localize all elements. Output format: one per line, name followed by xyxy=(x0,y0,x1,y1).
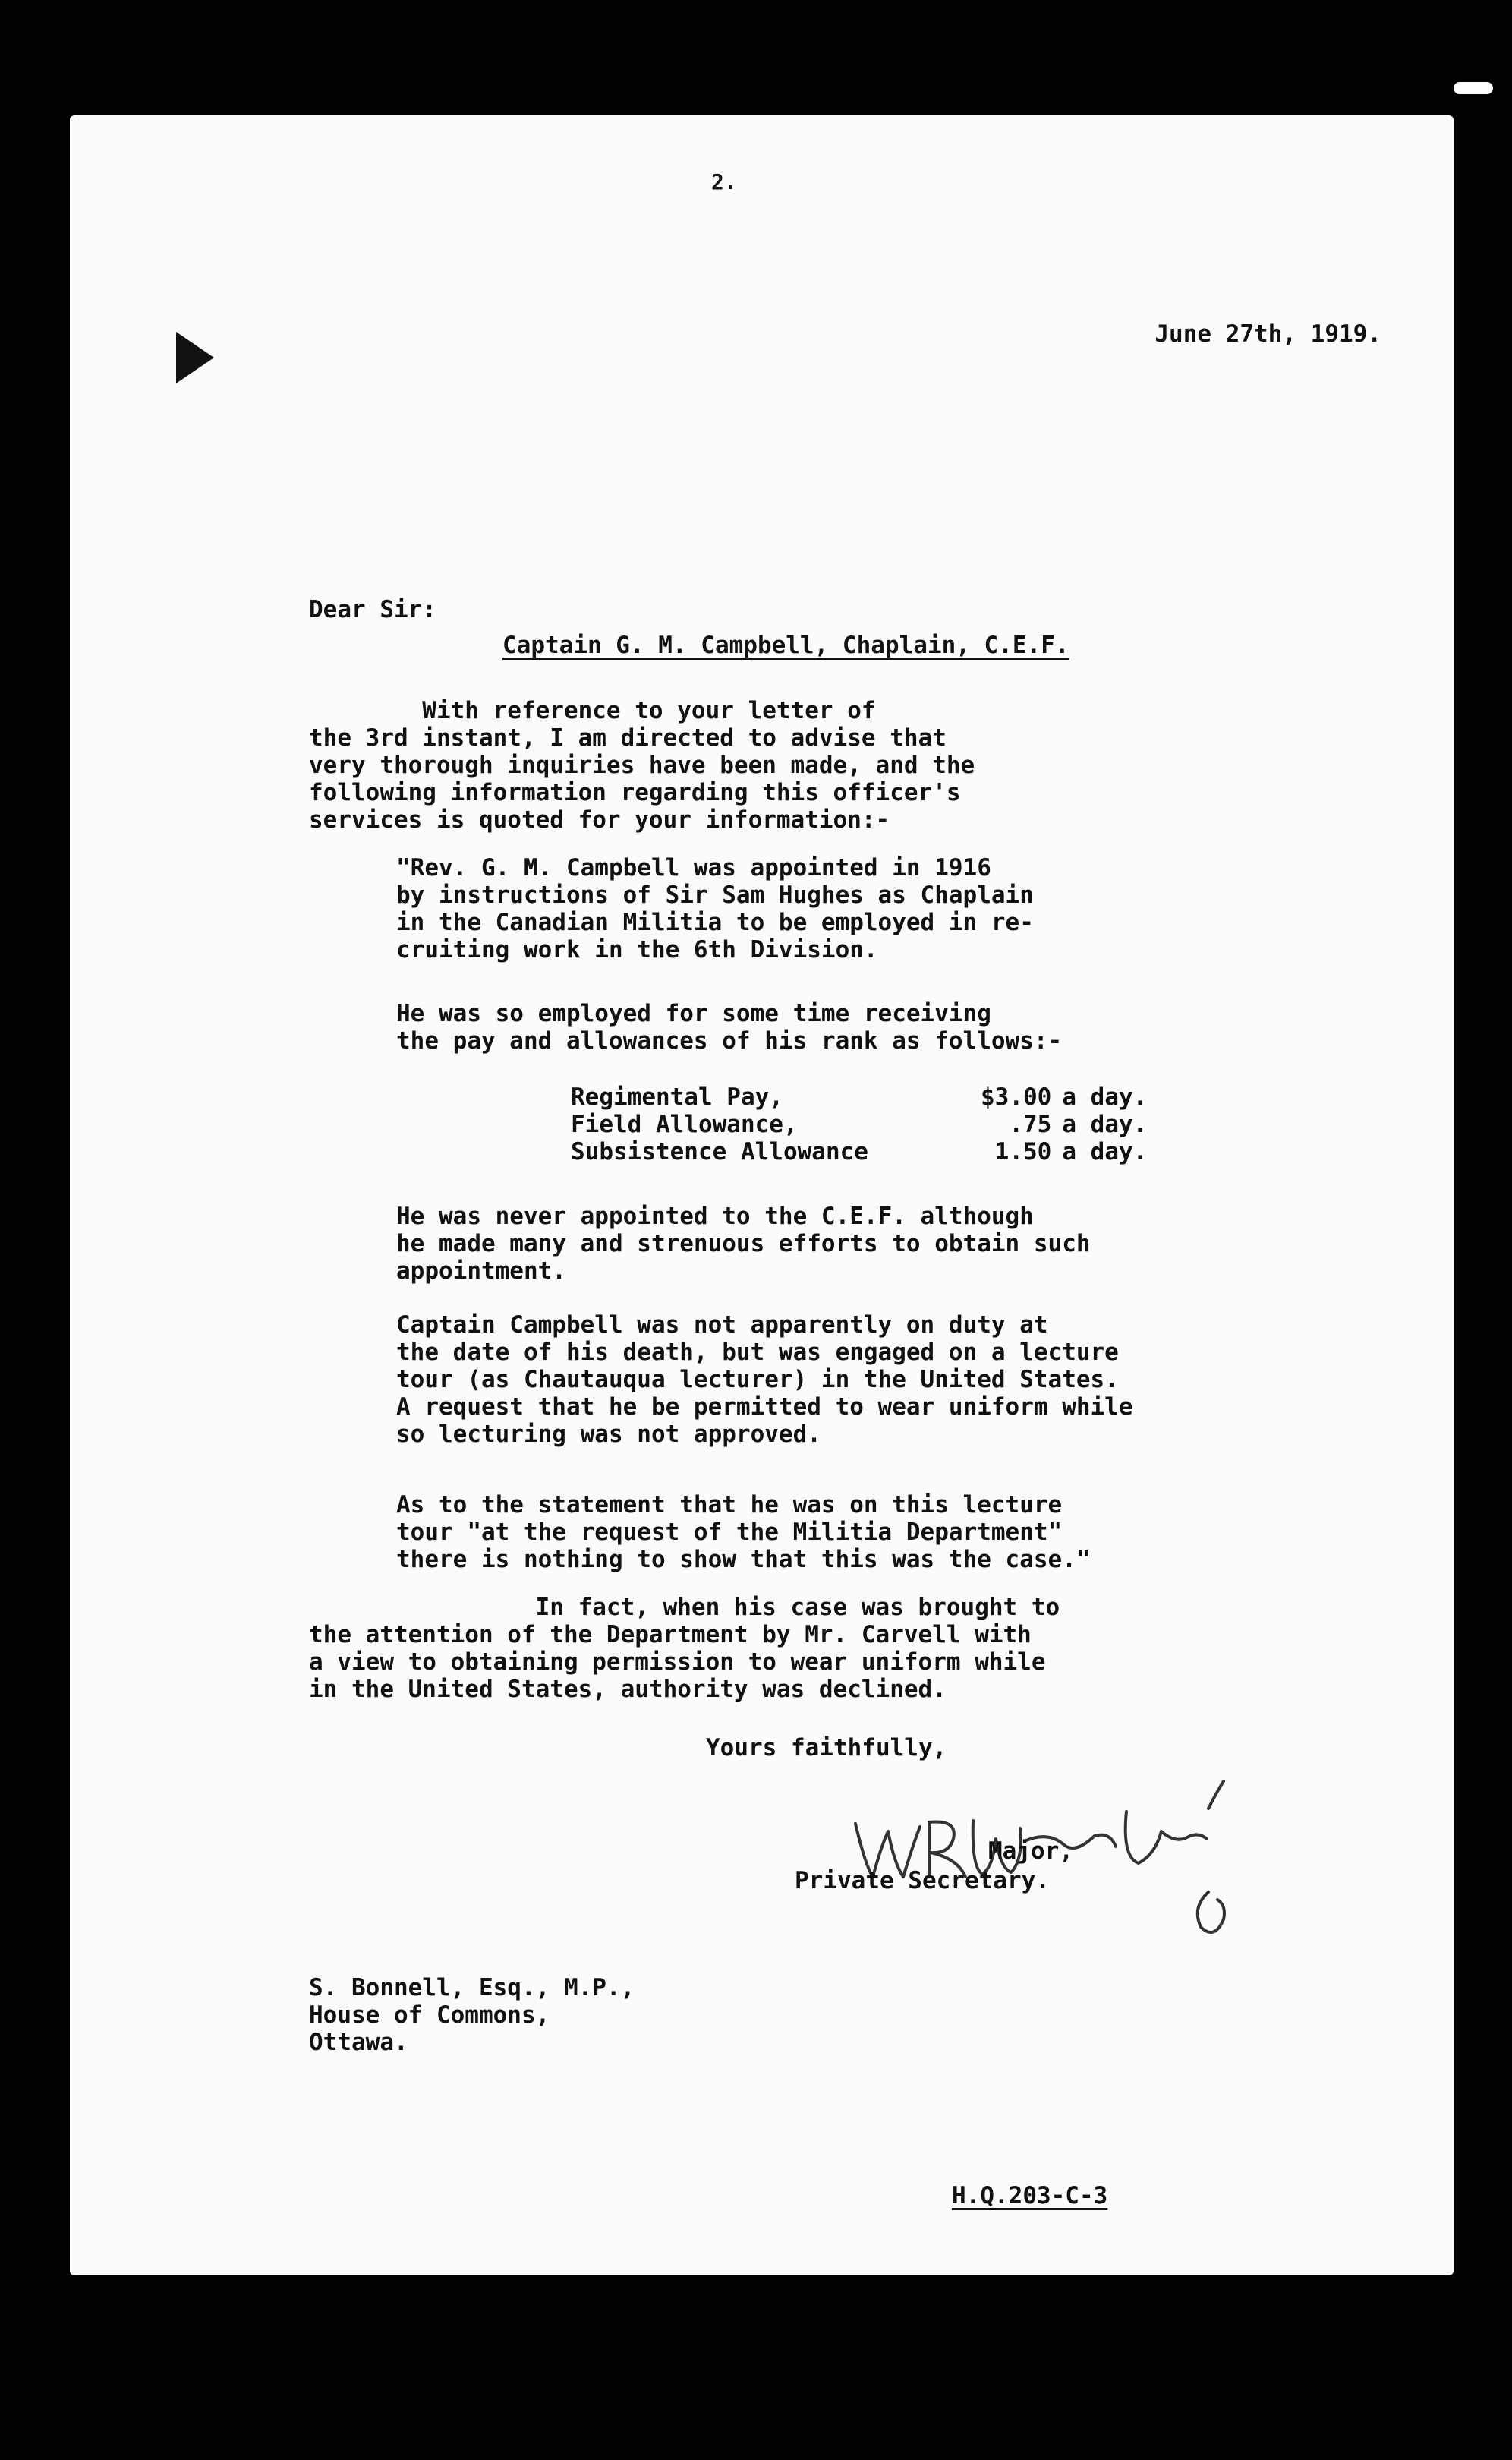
signatory-rank: Major, xyxy=(988,1837,1073,1865)
handwritten-signature xyxy=(844,1778,1239,1953)
allowance-label: Regimental Pay, xyxy=(571,1083,783,1111)
table-row xyxy=(571,1138,1147,1165)
margin-arrow-icon xyxy=(176,332,214,383)
allowance-table xyxy=(571,1083,1147,1165)
body-paragraph-conclusion: In fact, when his case was brought to the attention of the Department by Mr. Carvell with a view to obtaining permission to wear uniform while in the United States, authority was declined. xyxy=(309,1594,1060,1703)
quoted-paragraph-appointment: "Rev. G. M. Campbell was appointed in 1916 by instructions of Sir Sam Hughes as Chaplain in the Canadian Militia to be employed in re- cruiting work in the 6th Division. xyxy=(396,854,1034,964)
film-edge-mark xyxy=(1454,82,1493,94)
page-number: 2. xyxy=(711,169,737,194)
allowance-amount: $3.00 xyxy=(981,1083,1052,1111)
addressee-name: S. Bonnell, Esq., M.P., xyxy=(309,1974,635,2001)
subject-line: Captain G. M. Campbell, Chaplain, C.E.F. xyxy=(502,632,1069,659)
quoted-paragraph-duty: Captain Campbell was not apparently on duty at the date of his death, but was engaged on a lecture tour (as Chautauqua lecturer) in the United States. A request that he be permitted to wear uniform while so lecturing was not approved. xyxy=(396,1311,1133,1448)
file-reference: H.Q.203-C-3 xyxy=(952,2182,1108,2209)
quoted-paragraph-pay: He was so employed for some time receiving the pay and allowances of his rank as follows:- xyxy=(396,1000,1063,1055)
allowance-rate: a day. xyxy=(1062,1111,1148,1138)
letter-content xyxy=(70,115,1454,2276)
allowance-label: Subsistence Allowance xyxy=(571,1138,868,1165)
quoted-paragraph-cef: He was never appointed to the C.E.F. although he made many and strenuous efforts to obtain such appointment. xyxy=(396,1203,1091,1285)
allowance-label: Field Allowance, xyxy=(571,1111,798,1138)
allowance-amount: 1.50 xyxy=(994,1138,1052,1165)
allowance-rate: a day. xyxy=(1062,1083,1148,1111)
body-paragraph-intro: With reference to your letter of the 3rd instant, I am directed to advise that very thorough inquiries have been made, and the following information regarding this officer's services is quoted for your information:- xyxy=(309,697,975,834)
closing: Yours faithfully, xyxy=(706,1734,947,1761)
salutation: Dear Sir: xyxy=(309,596,436,623)
addressee-organization: House of Commons, xyxy=(309,2001,550,2029)
letter-date: June 27th, 1919. xyxy=(1154,320,1381,348)
table-row xyxy=(571,1111,1147,1138)
quoted-paragraph-statement: As to the statement that he was on this lecture tour "at the request of the Militia Department" there is nothing to show that this was the case." xyxy=(396,1491,1091,1573)
table-row xyxy=(571,1083,1147,1111)
addressee-city: Ottawa. xyxy=(309,2029,408,2056)
allowance-rate: a day. xyxy=(1062,1138,1148,1165)
allowance-amount: .75 xyxy=(1009,1111,1052,1138)
signatory-title: Private Secretary. xyxy=(795,1867,1050,1894)
addressee-block xyxy=(309,1974,635,2056)
letter-page xyxy=(70,115,1454,2276)
